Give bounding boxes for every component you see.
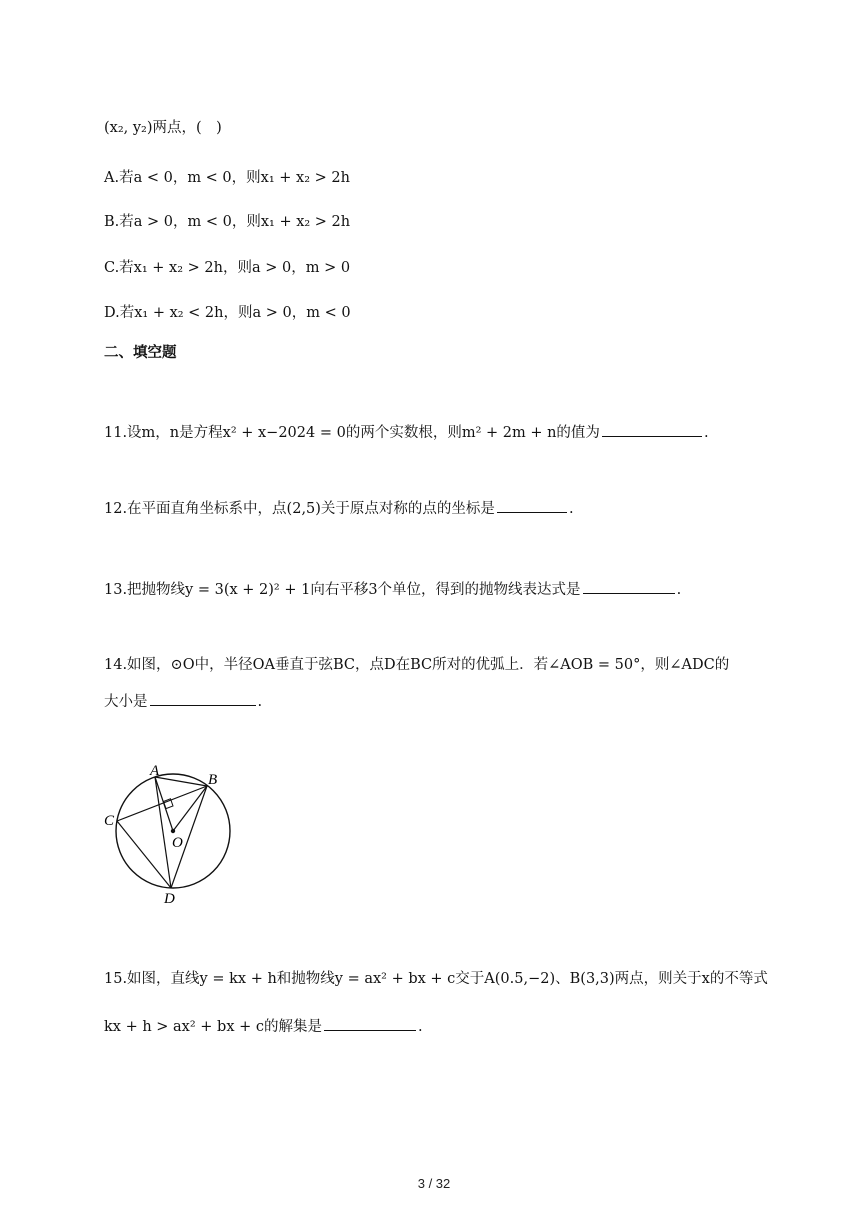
question-12-tail: .: [568, 501, 574, 517]
question-13-text: 13.把抛物线y = 3(x + 2)² + 1向右平移3个单位，得到的抛物线表达式是: [104, 582, 581, 598]
option-b: [104, 210, 350, 231]
question-14-line1-text: 14.如图，⊙O中，半径OA垂直于弦BC，点D在BC所对的优弧上．若∠AOB = 50°，则∠ADC的: [104, 657, 730, 673]
option-d: [104, 301, 351, 322]
question-12-text: 12.在平面直角坐标系中，点(2,5)关于原点对称的点的坐标是: [104, 501, 495, 517]
question-13: [104, 578, 681, 599]
question-15-tail: .: [418, 1019, 423, 1035]
question-14-line1: [104, 653, 729, 674]
label-d: D: [164, 891, 175, 907]
question-11-text: 11.设m，n是方程x² + x−2024 = 0的两个实数根，则m² + 2m + n的值为: [104, 425, 600, 441]
question-11-tail: .: [703, 425, 709, 441]
label-b: B: [208, 772, 218, 788]
question-14-tail: .: [257, 694, 263, 710]
label-a: A: [150, 763, 160, 779]
center-point: [171, 829, 175, 833]
option-c-text: C.若x₁ + x₂ > 2h，则a > 0，m > 0: [104, 260, 351, 276]
section-heading: 二、填空题: [104, 345, 177, 361]
question-15-line1: [104, 967, 768, 988]
q10-points-tail-text: (x₂, y₂)两点，( ): [104, 120, 222, 136]
label-o: O: [172, 835, 183, 851]
answer-blank-11[interactable]: [602, 423, 702, 437]
question-13-tail: .: [676, 582, 682, 598]
option-d-text: D.若x₁ + x₂ < 2h，则a > 0，m < 0: [104, 305, 351, 321]
label-c: C: [104, 813, 115, 829]
question-11: [104, 421, 709, 442]
option-a: [104, 166, 350, 187]
answer-blank-13[interactable]: [583, 580, 675, 594]
answer-blank-12[interactable]: [497, 499, 567, 513]
answer-blank-15[interactable]: [324, 1017, 416, 1031]
circle-geometry-figure: [100, 758, 240, 910]
option-b-text: B.若a > 0，m < 0，则x₁ + x₂ > 2h: [104, 214, 351, 230]
question-14-line2: [104, 690, 262, 711]
question-14-line2-text: 大小是: [104, 694, 148, 710]
page-number: 3 / 32: [417, 1176, 451, 1191]
option-a-text: A.若a < 0，m < 0，则x₁ + x₂ > 2h: [104, 170, 350, 186]
question-15-line1-text: 15.如图，直线y = kx + h和抛物线y = ax² + bx + c交于A(0.5,−2)、B(3,3)两点，则关于x的不等式: [104, 971, 768, 987]
segment-ab: [155, 777, 207, 786]
q10-points-tail: [104, 116, 222, 137]
answer-blank-14[interactable]: [150, 692, 256, 706]
question-15-line2: [104, 1015, 423, 1036]
option-c: [104, 256, 350, 277]
question-12: [104, 497, 574, 518]
question-15-line2-text: kx + h > ax² + bx + c的解集是: [104, 1019, 322, 1035]
